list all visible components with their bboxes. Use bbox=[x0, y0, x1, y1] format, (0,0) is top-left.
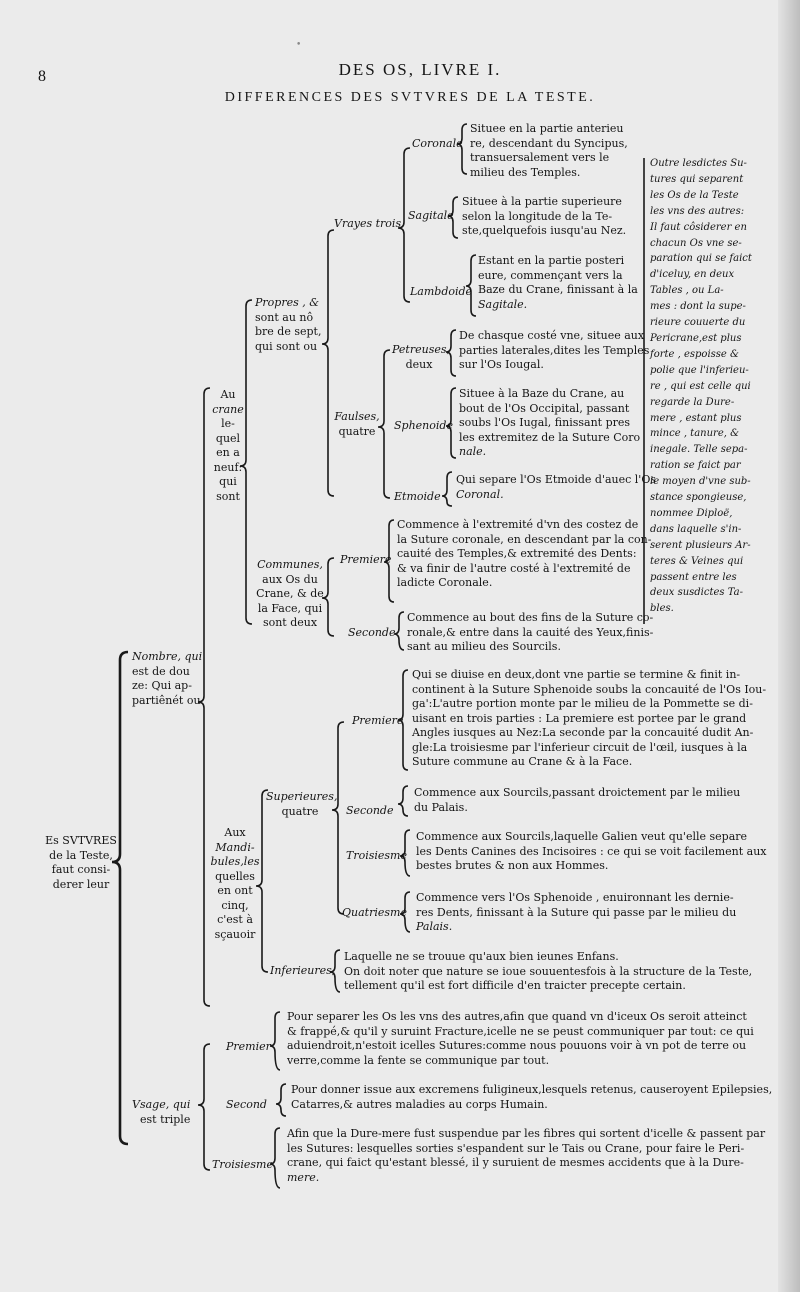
text-line: continent à la Suture Sphenoide soubs la concauité de l'Os Iou- bbox=[412, 682, 767, 696]
label-line: Petreuses, bbox=[392, 343, 450, 356]
text-line: les extremitez de la Suture Coro bbox=[459, 430, 641, 444]
etmoide-brace bbox=[442, 472, 452, 506]
communes-line: Crane, & de bbox=[256, 587, 324, 600]
propres-brace bbox=[322, 230, 334, 496]
text-line: crane, qui faict qu'estant blessé, il y suruient de mesmes accidents que à la Dure- bbox=[287, 1156, 744, 1169]
au-crane-line: en a bbox=[216, 446, 240, 459]
note-line: ration se faict par bbox=[650, 460, 741, 472]
note-line: Tables , ou La- bbox=[650, 285, 724, 297]
mandibules-line: cinq, bbox=[221, 898, 249, 912]
coronale-label: Coronale bbox=[412, 137, 463, 150]
mandibules-line: sçauoir bbox=[214, 927, 256, 941]
note-line: passent entre les bbox=[650, 571, 737, 583]
propres-line: qui sont ou bbox=[255, 339, 318, 353]
au-crane-label bbox=[208, 388, 248, 504]
text-line: Commence au bout des fins de la Suture co- bbox=[407, 611, 654, 624]
au-crane-line: Au bbox=[220, 388, 236, 401]
text-line: Afin que la Dure-mere fust suspendue par les fibres qui sortent d'icelle & passent par bbox=[287, 1127, 766, 1140]
text-line: bestes brutes & non aux Hommes. bbox=[416, 859, 609, 872]
root-line: de la Teste, bbox=[49, 848, 113, 862]
text-line: la Suture coronale, en descendant par la con- bbox=[397, 532, 652, 546]
text-line: & va finir de l'autre costé à l'extremité de bbox=[397, 561, 631, 575]
au-crane-line: crane bbox=[212, 402, 244, 416]
note-line: re , qui est celle qui bbox=[650, 380, 751, 392]
text-line: Situee à la partie superieure bbox=[462, 195, 622, 208]
usage-brace bbox=[198, 1044, 210, 1170]
note-line: bles. bbox=[650, 603, 674, 615]
text-line: Coronal. bbox=[456, 487, 504, 501]
text-line: sur l'Os Iougal. bbox=[459, 358, 544, 371]
aux-mandibules-label bbox=[208, 826, 262, 942]
note-line: polie que l'inferieu- bbox=[650, 364, 749, 376]
sup-quatriesme-label: Quatriesme bbox=[342, 906, 407, 919]
us-second-brace bbox=[276, 1084, 286, 1116]
note-line: rieure couuerte du bbox=[650, 317, 746, 329]
sup-troisiesme-text bbox=[416, 830, 767, 874]
propres-line: bre de sept, bbox=[255, 325, 322, 338]
vrayes-label: Vrayes trois bbox=[334, 217, 402, 230]
text-line: ronale,& entre dans la cauité des Yeux,finis- bbox=[407, 625, 654, 639]
note-line: dans laquelle s'in- bbox=[650, 523, 742, 535]
text-line: Commence à l'extremité d'vn des costez de bbox=[397, 518, 639, 531]
nombre-line: est de dou bbox=[132, 664, 190, 678]
text-line: tellement qu'il est fort difficile d'en traicter precepte certain. bbox=[344, 979, 686, 992]
text-line: ste,quelquefois iusqu'au Nez. bbox=[462, 224, 627, 237]
propres-label bbox=[255, 296, 321, 354]
text-line: Angles iusques au Nez:La seconde par la concauité dudit An- bbox=[412, 726, 754, 739]
us-second-label: Second bbox=[226, 1098, 267, 1111]
sphenoide-text bbox=[459, 387, 640, 460]
etmoide-text bbox=[456, 473, 656, 502]
text-line: & frappé,& qu'il y suruint Fracture,icelle ne se peust communiquer par tout: ce qui bbox=[287, 1024, 754, 1038]
text-line: Qui se diuise en deux,dont vne partie se termine & finit in- bbox=[412, 668, 741, 681]
nombre-line: ze: Qui ap- bbox=[132, 679, 192, 692]
communes-line: sont deux bbox=[262, 616, 318, 629]
text-line: du Palais. bbox=[414, 800, 468, 814]
page-number: 8 bbox=[38, 68, 46, 85]
note-line: serent plusieurs Ar- bbox=[650, 539, 751, 551]
note-line: nommee Diploë, bbox=[650, 507, 733, 519]
note-line: chacun Os vne se- bbox=[650, 237, 742, 249]
com-seconde-text bbox=[407, 611, 653, 655]
mandibules-line: bules,les bbox=[210, 855, 260, 868]
text-line: Pour separer les Os les vns des autres,afin que quand vn d'iceux Os seroit atteinct bbox=[287, 1010, 747, 1023]
text-line: uisant en trois parties : La premiere est portee par le grand bbox=[412, 711, 747, 725]
au-crane-line: sont bbox=[216, 489, 240, 503]
label-line: quatre bbox=[281, 804, 319, 818]
lambdoide-label: Lambdoide bbox=[410, 285, 473, 298]
sagitale-label: Sagitale bbox=[408, 209, 454, 222]
text-line: res Dents, finissant à la Suture qui passe par le milieu du bbox=[416, 905, 737, 919]
text-line: soubs l'Os Iugal, finissant pres bbox=[459, 416, 631, 429]
note-line: mere , estant plus bbox=[650, 412, 742, 424]
communes-label bbox=[252, 558, 328, 631]
text-line: Laquelle ne se trouue qu'aux bien ieunes Enfans. bbox=[344, 950, 619, 963]
nombre-label bbox=[132, 650, 202, 708]
note-line: teres & Veines qui bbox=[650, 555, 744, 567]
text-line: Pour donner issue aux excremens fuligineux,lesquels retenus, causeroyent Epilepsies, bbox=[291, 1083, 773, 1096]
text-line: On doit noter que nature se ioue souuentesfois à la structure de la Teste, bbox=[344, 964, 753, 978]
text-line: Qui separe l'Os Etmoide d'auec l'Os bbox=[456, 473, 656, 486]
inferieure-text bbox=[344, 950, 752, 994]
text-line: Suture commune au Crane & à la Face. bbox=[412, 755, 633, 768]
text-line: Sagitale. bbox=[478, 297, 528, 311]
note-line: Pericrane,est plus bbox=[650, 332, 742, 344]
text-line: verre,comme la fente se communique par tout. bbox=[287, 1053, 550, 1067]
sphenoide-label: Sphenoide bbox=[394, 419, 453, 432]
usage-line: Vsage, qui bbox=[132, 1098, 191, 1111]
au-crane-line: neuf: bbox=[213, 460, 243, 474]
us-second-text bbox=[291, 1083, 772, 1112]
text-line: Situee à la Baze du Crane, au bbox=[459, 387, 625, 400]
text-line: aduiendroit,n'estoit icelles Sutures:comme nous pouuons voir à vn pot de terre ou bbox=[287, 1039, 747, 1052]
us-premier-brace bbox=[270, 1012, 280, 1070]
note-line: paration qui se faict bbox=[650, 253, 752, 265]
note-line: mes : dont la supe- bbox=[650, 301, 746, 313]
text-line: transuersalement vers le bbox=[470, 151, 610, 164]
text-line: gle:La troisiesme par l'inferieur circuit de l'œil, iusques à la bbox=[412, 740, 748, 754]
text-line: nale. bbox=[459, 445, 487, 458]
nombre-line: Nombre, qui bbox=[132, 650, 203, 663]
note-line: d'iceluy, en deux bbox=[650, 269, 735, 281]
root-brace bbox=[112, 652, 128, 1144]
text-line: Commence aux Sourcils,passant droictement par le milieu bbox=[414, 786, 741, 799]
propres-line: Propres , & bbox=[255, 296, 320, 309]
sup-seconde-text bbox=[414, 786, 740, 815]
communes-line: la Face, qui bbox=[257, 601, 323, 615]
text-line: les Dents Canines des Incisoires : ce qui se voit facilement aux bbox=[416, 844, 767, 858]
label-line: deux bbox=[405, 357, 433, 371]
note-line: tures qui separent bbox=[650, 173, 744, 185]
mandibules-line: en ont bbox=[217, 884, 253, 897]
mandibules-line: c'est à bbox=[217, 913, 253, 926]
nombre-line: partiênét ou bbox=[132, 693, 201, 707]
sagitale-text bbox=[462, 195, 626, 239]
text-line: selon la longitude de la Te- bbox=[462, 209, 613, 223]
text-line: Palais. bbox=[416, 920, 453, 933]
au-crane-line: quel bbox=[215, 431, 241, 445]
coronale-text bbox=[470, 122, 628, 180]
com-premiere-text bbox=[397, 518, 651, 591]
sup-quatriesme-text bbox=[416, 891, 736, 935]
note-line: deux susdictes Ta- bbox=[650, 587, 743, 599]
note-line: les Os de la Teste bbox=[650, 189, 739, 201]
us-premier-text bbox=[287, 1010, 754, 1068]
mandibules-line: Aux bbox=[224, 826, 246, 839]
sup-seconde-label: Seconde bbox=[346, 804, 394, 817]
note-line: les vns des autres: bbox=[650, 205, 745, 217]
usage-label bbox=[132, 1098, 190, 1127]
com-premiere-label: Premiere bbox=[340, 553, 392, 566]
running-head: DES OS, LIVRE I. bbox=[338, 60, 502, 79]
label-line: Superieures, bbox=[266, 790, 338, 803]
text-line: Catarres,& autres maladies au corps Humain. bbox=[291, 1097, 548, 1111]
faulses-line: quatre bbox=[338, 424, 376, 438]
mandibules-line: quelles bbox=[215, 869, 255, 883]
petreuses-text bbox=[459, 329, 649, 373]
sup-troisiesme-label: Troisiesme bbox=[346, 849, 407, 862]
us-troisiesme-label: Troisiesme bbox=[212, 1158, 273, 1171]
note-line: Outre lesdictes Su- bbox=[650, 158, 747, 169]
page-title: DIFFERENCES DES SVTVRES DE LA TESTE. bbox=[224, 90, 596, 105]
text-line: Situee en la partie anterieu bbox=[470, 122, 624, 135]
printer-mark: • bbox=[296, 40, 302, 50]
note-line: inegale. Telle sepa- bbox=[650, 444, 748, 456]
note-line: mince , tanure, & bbox=[650, 428, 739, 440]
text-line: les Sutures: lesquelles sorties s'espandent sur le Tais ou Crane, pour faire le Peri- bbox=[287, 1141, 745, 1155]
text-line: mere. bbox=[287, 1170, 320, 1184]
lambdoide-text bbox=[478, 254, 638, 312]
marginal-note bbox=[650, 156, 752, 617]
text-line: ga':L'autre portion monte par le milieu de la Pommette se di- bbox=[412, 697, 753, 710]
etmoide-label: Etmoide bbox=[394, 490, 441, 503]
page-edge-shadow bbox=[778, 0, 800, 1292]
text-line: re, descendant du Syncipus, bbox=[470, 136, 628, 150]
root-line: Es SVTVRES bbox=[45, 834, 117, 847]
com-seconde-brace bbox=[394, 612, 404, 650]
text-line: parties laterales,dites les Temples bbox=[459, 343, 650, 357]
superieures-label bbox=[266, 790, 338, 819]
communes-line: Communes, bbox=[257, 558, 323, 571]
com-seconde-label: Seconde bbox=[348, 626, 396, 639]
text-line: Commence aux Sourcils,laquelle Galien veut qu'elle separe bbox=[416, 830, 748, 843]
inferieures-label: Inferieures, bbox=[270, 964, 336, 977]
root-label bbox=[44, 834, 118, 892]
sup-seconde-brace bbox=[398, 786, 408, 816]
text-line: milieu des Temples. bbox=[470, 165, 581, 179]
sup-premiere-label: Premiere bbox=[352, 714, 404, 727]
au-crane-line: le- bbox=[221, 417, 235, 430]
note-line: Il faut côsiderer en bbox=[650, 221, 747, 233]
text-line: Estant en la partie posteri bbox=[478, 254, 625, 267]
text-line: cauité des Temples,& extremité des Dents: bbox=[397, 547, 637, 560]
text-line: Commence vers l'Os Sphenoide , enuironnant les dernie- bbox=[416, 891, 734, 904]
note-line: regarde la Dure- bbox=[650, 396, 735, 408]
note-line: forte , espoisse & bbox=[650, 348, 739, 360]
text-line: Baze du Crane, finissant à la bbox=[478, 283, 638, 296]
mandibules-line: Mandi- bbox=[215, 840, 255, 854]
us-troisiesme-text bbox=[287, 1127, 765, 1185]
communes-line: aux Os du bbox=[262, 572, 318, 586]
au-crane-line: qui bbox=[219, 475, 237, 488]
note-line: stance spongieuse, bbox=[650, 492, 747, 504]
root-line: faut consi- bbox=[51, 863, 111, 876]
root-line: derer leur bbox=[52, 877, 110, 891]
text-line: bout de l'Os Occipital, passant bbox=[459, 401, 630, 415]
text-line: eure, commençant vers la bbox=[478, 268, 623, 282]
sup-premiere-text bbox=[412, 668, 766, 770]
faulses-line: Faulses, bbox=[334, 410, 380, 423]
text-line: ladicte Coronale. bbox=[397, 576, 493, 589]
text-line: De chasque costé vne, situee aux bbox=[459, 329, 645, 342]
usage-line: est triple bbox=[140, 1112, 191, 1126]
petreuses-label bbox=[392, 343, 450, 372]
propres-line: sont au nô bbox=[255, 310, 314, 324]
text-line: sant au milieu des Sourcils. bbox=[407, 640, 561, 653]
us-premier-label: Premier bbox=[226, 1040, 271, 1053]
faulses-label bbox=[334, 410, 380, 439]
note-line: le moyen d'vne sub- bbox=[650, 476, 751, 488]
